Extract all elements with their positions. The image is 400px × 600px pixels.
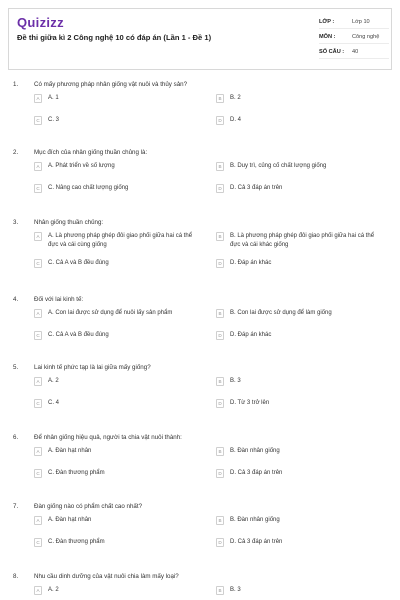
question-header <box>0 214 400 230</box>
option-letter-box[interactable]: C <box>34 184 42 193</box>
option-text: B. Con lai được sử dụng để làm giống <box>230 310 332 316</box>
meta-label: SỐ CÂU : <box>319 49 345 55</box>
question-item <box>0 498 400 560</box>
option-text: B. Đàn nhân giống <box>230 448 280 454</box>
option-text: D. Cả 3 đáp án trên <box>230 185 283 191</box>
answer-option[interactable] <box>34 184 216 206</box>
answer-option[interactable] <box>216 377 398 399</box>
meta-row-subject <box>319 31 389 44</box>
option-text: A. Phát triển về số lượng <box>48 163 115 169</box>
question-text: Đàn giống nào có phẩm chất cao nhất? <box>34 502 143 510</box>
option-row <box>0 331 400 353</box>
answer-option[interactable] <box>34 516 216 538</box>
option-letter-box[interactable]: A <box>34 586 42 595</box>
option-letter-box[interactable]: C <box>34 399 42 408</box>
option-text: A. 2 <box>48 587 59 593</box>
question-item <box>0 76 400 138</box>
question-header <box>0 291 400 307</box>
question-header <box>0 568 400 584</box>
option-text: B. Đàn nhân giống <box>230 517 280 523</box>
option-row <box>0 116 400 138</box>
answer-option[interactable] <box>34 447 216 469</box>
option-row <box>0 469 400 491</box>
option-row <box>0 586 400 600</box>
answer-option[interactable] <box>34 309 216 331</box>
answer-option[interactable] <box>34 232 216 259</box>
option-text: A. 1 <box>48 95 59 101</box>
answer-option[interactable] <box>34 116 216 138</box>
answer-option[interactable] <box>216 259 398 281</box>
answer-option[interactable] <box>216 331 398 353</box>
answer-option[interactable] <box>216 516 398 538</box>
option-letter-box[interactable]: B <box>216 516 224 525</box>
question-number: 2. <box>13 148 19 156</box>
option-text: D. Cả 3 đáp án trên <box>230 539 283 545</box>
question-item <box>0 568 400 600</box>
option-text: A. Đàn hạt nhân <box>48 517 92 523</box>
option-letter-box[interactable]: C <box>34 469 42 478</box>
option-row <box>0 516 400 538</box>
answer-option[interactable] <box>34 162 216 184</box>
option-text: C. 3 <box>48 117 60 123</box>
option-letter-box[interactable]: D <box>216 469 224 478</box>
question-text: Nhân giống thuần chủng: <box>34 218 104 226</box>
option-letter-box[interactable]: B <box>216 447 224 456</box>
meta-row-class <box>319 16 389 29</box>
option-letter-box[interactable]: D <box>216 259 224 268</box>
option-row <box>0 447 400 469</box>
option-text: C. Cả A và B đều đúng <box>48 260 109 266</box>
question-number: 6. <box>13 433 19 441</box>
option-letter-box[interactable]: C <box>34 116 42 125</box>
option-text: A. 2 <box>48 378 59 384</box>
option-row <box>0 94 400 116</box>
option-letter-box[interactable]: A <box>34 309 42 318</box>
answer-option[interactable] <box>216 232 398 259</box>
option-letter-box[interactable]: A <box>34 232 42 241</box>
option-text: B. Duy trì, củng cố chất lượng giống <box>230 163 327 169</box>
question-header <box>0 144 400 160</box>
answer-option[interactable] <box>216 586 398 600</box>
option-row <box>0 309 400 331</box>
question-text: Đối với lai kinh tế: <box>34 295 84 303</box>
option-letter-box[interactable]: A <box>34 94 42 103</box>
option-text: B. 3 <box>230 378 241 384</box>
option-letter-box[interactable]: A <box>34 516 42 525</box>
question-text: Mục đích của nhân giống thuần chủng là: <box>34 148 148 156</box>
meta-value: Công nghệ <box>352 34 380 40</box>
option-letter-box[interactable]: D <box>216 116 224 125</box>
answer-option[interactable] <box>216 184 398 206</box>
option-text: D. 4 <box>230 117 242 123</box>
option-text: A. Con lai được sử dụng để nuôi lấy sản phẩm <box>48 310 173 316</box>
question-number: 8. <box>13 572 19 580</box>
option-text: B. 2 <box>230 95 241 101</box>
question-text: Để nhân giống hiệu quả, người ta chia vật nuôi thành: <box>34 433 182 441</box>
worksheet-title: Đề thi giữa kì 2 Công nghệ 10 có đáp án (Lần 1 - Đề 1) <box>17 33 212 42</box>
quizizz-logo: Quizizz <box>17 15 64 30</box>
option-letter-box[interactable]: A <box>34 377 42 386</box>
option-letter-box[interactable]: C <box>34 331 42 340</box>
option-text: A. Đàn hạt nhân <box>48 448 92 454</box>
option-text: D. Đáp án khác <box>230 260 272 266</box>
answer-option[interactable] <box>216 94 398 116</box>
worksheet-meta <box>319 16 389 61</box>
meta-row-count <box>319 46 389 59</box>
question-text: Có mấy phương pháp nhân giống vật nuôi và thủy sản? <box>34 80 188 88</box>
answer-option[interactable] <box>34 377 216 399</box>
option-letter-box[interactable]: D <box>216 331 224 340</box>
question-header <box>0 359 400 375</box>
question-item <box>0 291 400 353</box>
answer-option[interactable] <box>34 331 216 353</box>
question-number: 3. <box>13 218 19 226</box>
answer-option[interactable] <box>216 116 398 138</box>
option-letter-box[interactable]: B <box>216 94 224 103</box>
meta-label: LỚP : <box>319 19 335 25</box>
option-row <box>0 232 400 259</box>
meta-value: 40 <box>352 49 359 55</box>
question-number: 5. <box>13 363 19 371</box>
option-text: C. 4 <box>48 400 60 406</box>
option-row <box>0 162 400 184</box>
question-item <box>0 214 400 281</box>
meta-label: MÔN : <box>319 34 336 40</box>
option-letter-box[interactable]: B <box>216 162 224 171</box>
option-letter-box[interactable]: C <box>34 538 42 547</box>
option-letter-box[interactable]: B <box>216 309 224 318</box>
option-text: A. Là phương pháp ghép đôi giao phối giữa hai cá thể đực và cái cùng giống <box>48 233 193 248</box>
question-number: 4. <box>13 295 19 303</box>
question-item <box>0 144 400 206</box>
option-row <box>0 377 400 399</box>
option-letter-box[interactable]: B <box>216 377 224 386</box>
answer-option[interactable] <box>34 586 216 600</box>
question-header <box>0 76 400 92</box>
answer-option[interactable] <box>34 399 216 421</box>
question-header <box>0 429 400 445</box>
meta-value: Lớp 10 <box>352 19 370 25</box>
option-letter-box[interactable]: B <box>216 232 224 241</box>
question-text: Lai kinh tế phức tạp là lai giữa mấy giống? <box>34 363 151 371</box>
option-row <box>0 538 400 560</box>
option-text: D. Cả 3 đáp án trên <box>230 470 283 476</box>
option-letter-box[interactable]: A <box>34 447 42 456</box>
question-header <box>0 498 400 514</box>
question-item <box>0 429 400 491</box>
option-letter-box[interactable]: D <box>216 538 224 547</box>
answer-option[interactable] <box>216 469 398 491</box>
option-row <box>0 259 400 281</box>
option-letter-box[interactable]: C <box>34 259 42 268</box>
answer-option[interactable] <box>34 259 216 281</box>
question-number: 1. <box>13 80 19 88</box>
option-text: B. Là phương pháp ghép đôi giao phối giữa hai cá thể đực và cái khác giống <box>230 233 375 248</box>
question-text: Nhu cầu dinh dưỡng của vật nuôi chia làm mấy loại? <box>34 572 179 580</box>
option-row <box>0 184 400 206</box>
answer-option[interactable] <box>216 538 398 560</box>
option-letter-box[interactable]: D <box>216 184 224 193</box>
answer-option[interactable] <box>216 447 398 469</box>
option-text: D. Từ 3 trở lên <box>230 400 270 406</box>
option-text: C. Đàn thương phẩm <box>48 539 105 545</box>
option-letter-box[interactable]: A <box>34 162 42 171</box>
question-number: 7. <box>13 502 19 510</box>
answer-option[interactable] <box>34 469 216 491</box>
answer-option[interactable] <box>216 309 398 331</box>
option-row <box>0 399 400 421</box>
option-text: C. Nâng cao chất lượng giống <box>48 185 129 191</box>
answer-option[interactable] <box>216 399 398 421</box>
option-letter-box[interactable]: B <box>216 586 224 595</box>
option-text: C. Cả A và B đều đúng <box>48 332 109 338</box>
worksheet-header <box>8 8 392 70</box>
question-item <box>0 359 400 421</box>
option-letter-box[interactable]: D <box>216 399 224 408</box>
answer-option[interactable] <box>34 538 216 560</box>
option-text: D. Đáp án khác <box>230 332 272 338</box>
answer-option[interactable] <box>34 94 216 116</box>
option-text: C. Đàn thương phẩm <box>48 470 105 476</box>
option-text: B. 3 <box>230 587 241 593</box>
answer-option[interactable] <box>216 162 398 184</box>
